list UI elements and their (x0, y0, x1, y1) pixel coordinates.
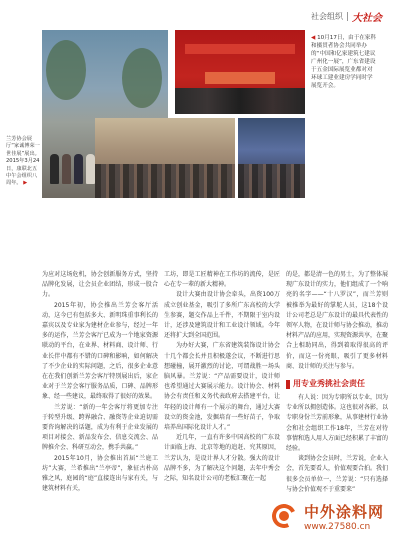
watermark-logo-icon (270, 501, 300, 531)
subheading-marker-icon (286, 380, 290, 389)
caption-right-text: 10月17日，由于在家科和摄贯者协会共同举办的“中国和亿家建筑七建议广州化一展”，广东省建设于五金国际展览业都对对环球工建业建房学同时学展览开会。 (311, 35, 377, 89)
section-label: 社会组织 (311, 11, 343, 21)
watermark-url: www.27580.cn (304, 521, 371, 532)
site-watermark (270, 496, 394, 536)
paragraph: 的是，都是清一色的男士，为了整体展现广东设计的实力，他们组成了一个响亮的名字——“十八罗汉”，而兰芳则被推举为最好的掌舵人员，这18个设计公司老总是广东设计的最具代表性的领军人物，在设计师与协会推动，推动材料产品的应用，实现资源共享，在聚合上相助同出，得到着取得很高的评价，而这一份亮眼，吸引了更多材料商、设计师的关注与参与。 (286, 271, 389, 370)
magazine-logo: 大社会 (352, 12, 382, 24)
person-figure (86, 154, 95, 184)
tree-shape (122, 48, 162, 108)
person-figure (62, 154, 71, 184)
caption-left-text: 兰芳协会展厅“家诚博荣一世佳展”展出。2015年3月24日，康联北五中午会组织八周年。 (6, 136, 40, 187)
header-divider (347, 12, 348, 21)
subheading-text: 用专业秀挑社会责任 (293, 379, 365, 389)
paragraph: 工坊，即是工匠精神在工作坊的流传，是匠心在专一辈的新大精神。 (164, 271, 280, 289)
page-header (311, 8, 382, 24)
banquet-photo (175, 30, 305, 114)
caption-right (311, 34, 377, 90)
person-figure (50, 154, 59, 184)
article-column-2 (164, 270, 280, 484)
paragraph: 2015年10月，协会推出首届“兰庭工坊”大赛，兰希推出“兰亭帝”，象征古朴高雅之风，庭园的“庭”直接连出与家有关，与建筑材料有关， (42, 454, 158, 493)
section-subheading (286, 378, 388, 390)
caption-arrow-icon: ▶ (23, 180, 28, 187)
watermark-name: 中外涂料网 (304, 502, 385, 521)
stage-photo (238, 118, 305, 198)
caption-left (6, 136, 40, 188)
paragraph: 2015年初，协会推出兰芳会客厅活动，这今已有包括多大、新明珠重事利长的嘉宾以及专业家为建材企业参与，经过一年多的运作，兰芳会客厅已成为一个地家资源联动的平台，在业界、材料商、设计师、行业长伴中都有不错的口碑和影响，如何解决了不少企业的实际问题，之后，很多企业意在在我们创新兰芳会客厅特别展出后，家企业对于兰芳会客厅服务品质，口碑、品牌形象、经一些建议，最终取得了很好的效果。 (42, 301, 158, 401)
person-figure (74, 154, 83, 184)
group-photo-middle (95, 118, 235, 198)
paragraph: 近几年，一直有许多中国高校的广东设计面临上海、北京等地的追赶、究其原因，兰芳认为，是设计界人才分散。强大的设计品牌不多，为了解决这个问题，去年中秀会之际，知名设计公司的老板汇聚在一起 (164, 434, 280, 483)
paragraph: 兰芳说：“新的一年会客厅将更加专注于转型升级、跨界融合、融资等企业迫切需要咨询解决的话题，成为有利于企业发展的项目对接会、新品发布会、信息交流会、品牌推介会、科研互动会，携手共赢。” (42, 403, 158, 452)
paragraph: 为应对这场危机，协会创新服务方式，坚持品牌化发展，让会员企业团结，形成一股合力。 (42, 271, 158, 299)
paragraph: 为办好大赛，广东省建筑装饰设计协会十几个都会长并且积极遂会议，不断进行思想碰撞，展开激烈的讨论，可谓战胜一场头脑风暴。兰芳说：“产品需要设计，设计师也希望通过大赛展示能力。设计协会、材料协会有责任和义务代表政府去搭建平台，让年轻的设计师有一个展示的舞台，通过大赛设立的资金池，发掘培育一些好苗子，争取培养出国际化设计人才。” (164, 342, 280, 432)
paragraph: 有人说：因为专职所以专业，因为专业所以拥创造体。这也很对各影，以专职身份兰芳前形象，从事建材行业协会和社会组织工作18年，兰芳在对待事情和选人用人方面已经积累了丰富的经验。 (286, 394, 389, 453)
tree-shape (46, 40, 86, 100)
crowd-row (175, 88, 305, 114)
paragraph: 谈到协会会员时，兰芳说，企业入会，首先要看人，价值观要合拍。我们很多会员单位一，兰芳说：“只有选择与协会价值观不于重要来” (286, 455, 389, 493)
stage-banner-secondary (205, 72, 275, 84)
article-column-1 (42, 270, 158, 494)
crowd-row (238, 164, 305, 198)
stage-banner (185, 44, 295, 54)
article-column-3 (286, 270, 388, 495)
caption-arrow-icon: ◀ (311, 35, 316, 41)
paragraph: 设计大赛由设计协会牵头，出资100万成立创业基金，吸引了多所广东高校的大学生参赛，题交作品上千件，不期限于室内设计，还涉及建筑设计和工业设计领域。今年还将扩大到全国范围。 (164, 291, 280, 340)
crowd-row (95, 164, 235, 198)
